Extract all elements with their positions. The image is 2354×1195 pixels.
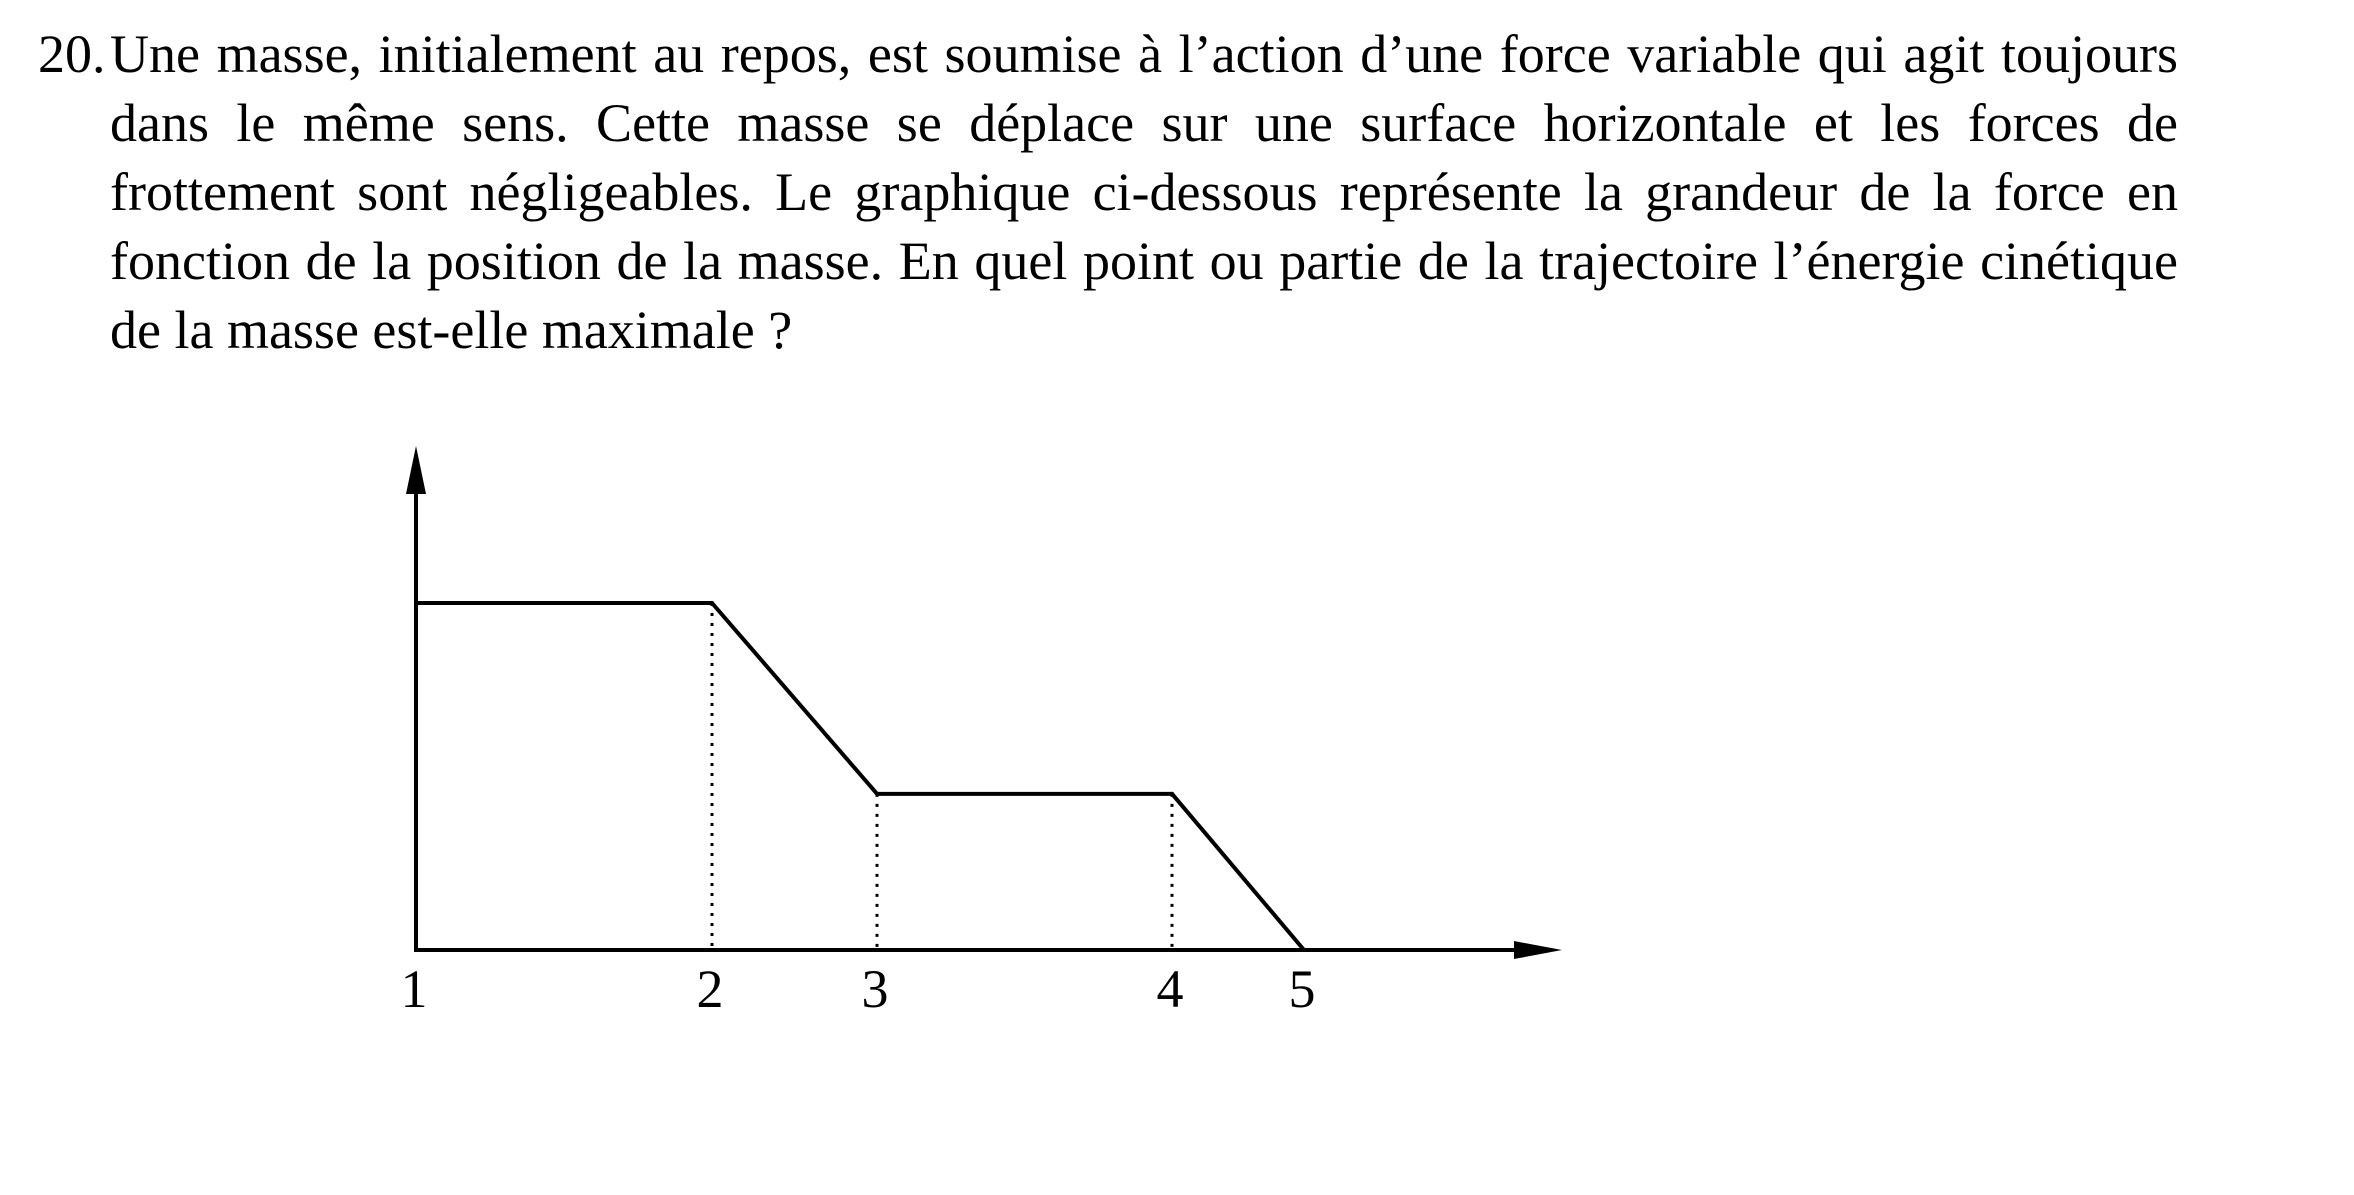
- x-tick-label-2: 2: [696, 959, 724, 1019]
- x-axis-arrowhead: [1514, 941, 1562, 959]
- dotted-guides: [712, 603, 1172, 950]
- curve-segment-2: [712, 603, 877, 794]
- x-tick-label-1: 1: [400, 959, 428, 1019]
- graph-axes: [406, 446, 1562, 959]
- question-number: 20.: [38, 24, 106, 84]
- y-axis-arrowhead: [406, 446, 426, 494]
- x-tick-label-3: 3: [861, 959, 889, 1019]
- x-tick-label-5: 5: [1288, 959, 1316, 1019]
- curve-segment-4: [1172, 794, 1304, 950]
- x-tick-label-4: 4: [1156, 959, 1184, 1019]
- force-curve: [416, 603, 1304, 950]
- x-tick-labels: [401, 959, 1316, 1019]
- question-text: Une masse, initialement au repos, est soumise à l’action d’une force variable qui agit toujours dans le même sens. Cette masse se déplace sur une surface horizontale et les forces de frottement sont négligeables. Le graphique ci-dessous représente la grandeur de la force en fonction de la position de la masse. En quel point ou partie de la trajectoire l’énergie cinétique de la masse est-elle maximale ?: [110, 24, 2178, 360]
